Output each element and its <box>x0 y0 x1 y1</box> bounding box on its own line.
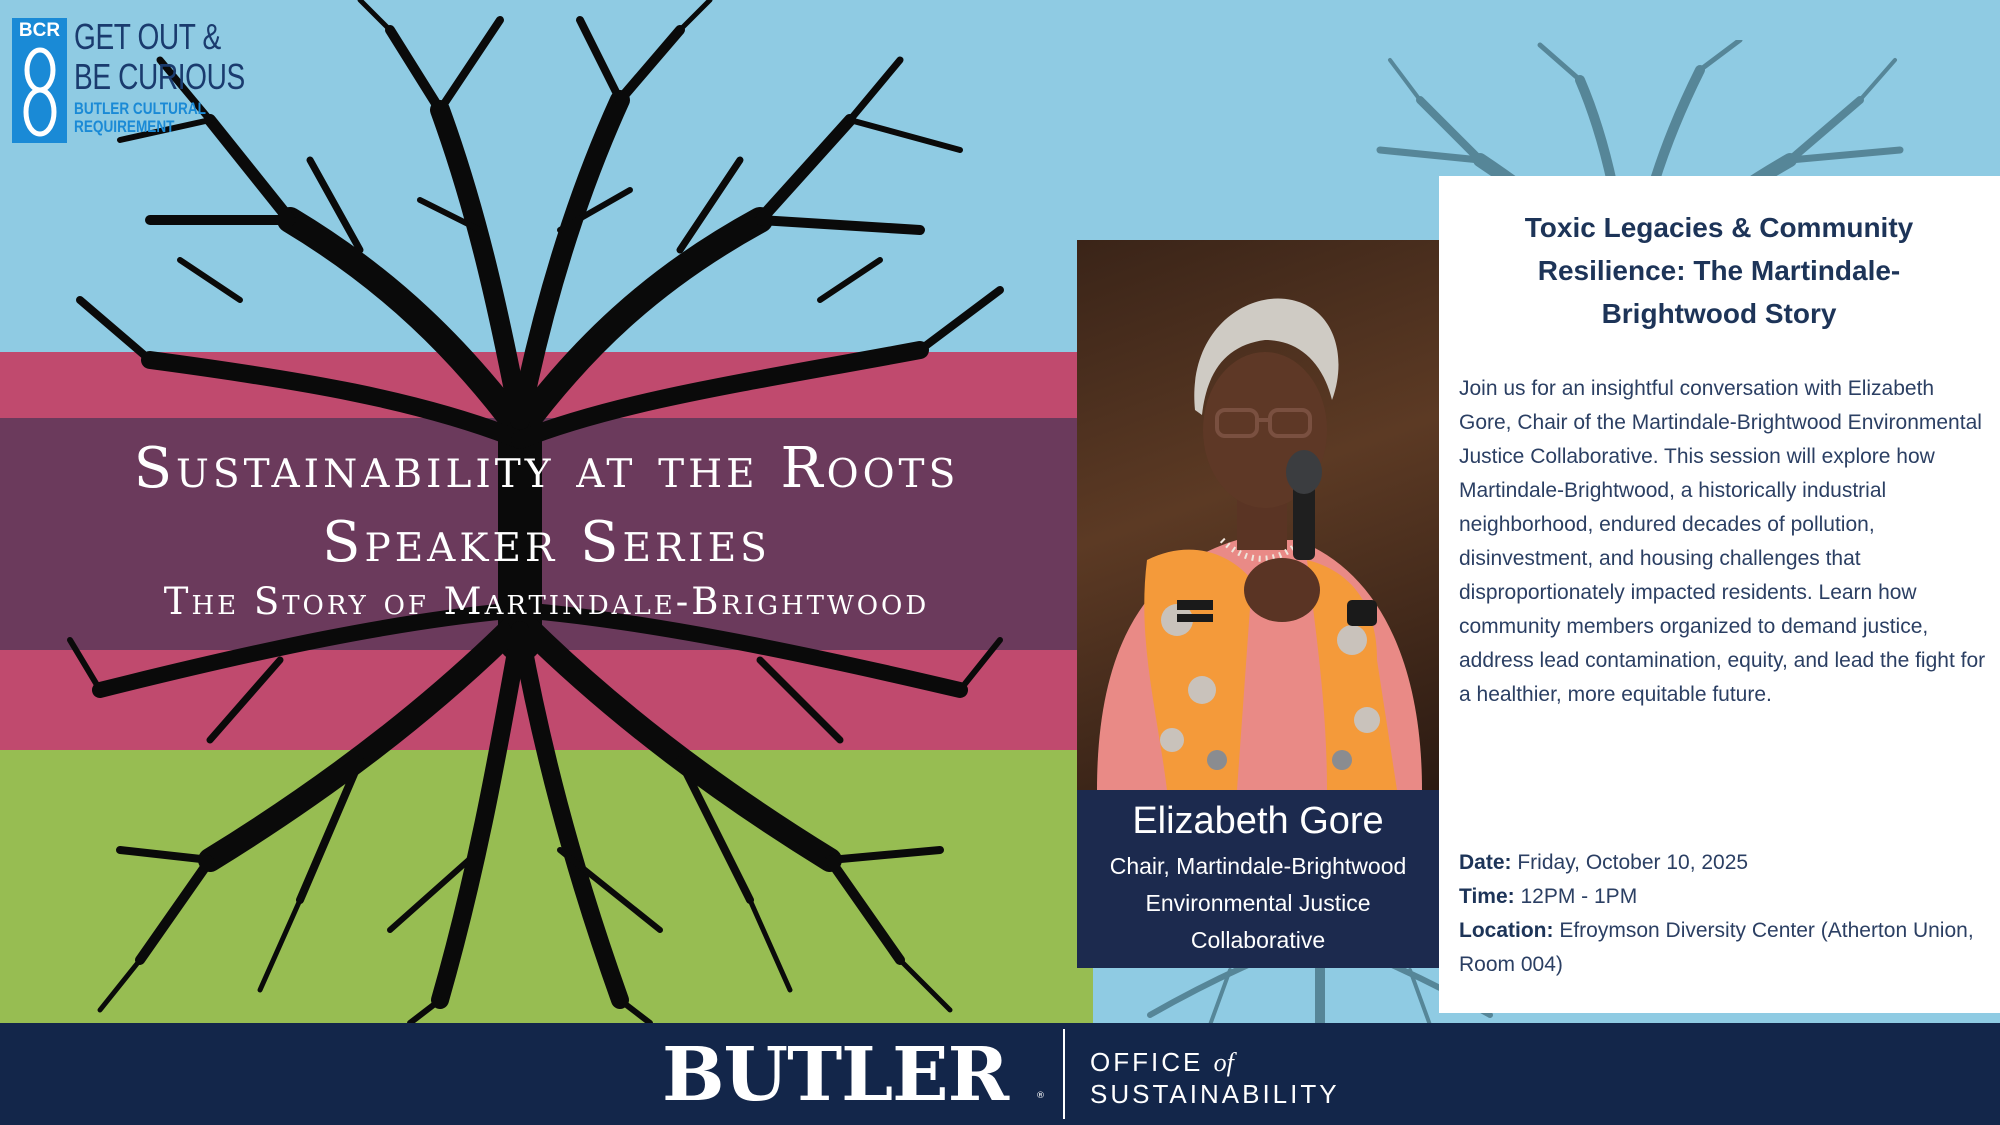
speaker-name: Elizabeth Gore <box>1132 800 1384 842</box>
logo-tagline-1: GET OUT & <box>74 16 221 57</box>
event-info-panel <box>1439 176 2000 1013</box>
series-subtitle: The Story of Martindale-Brightwood <box>163 580 930 623</box>
butler-wordmark: BUTLER <box>662 1032 1009 1118</box>
logo-tagline-2: BE CURIOUS <box>74 56 245 97</box>
location-label: Location: <box>1459 919 1554 942</box>
office-label <box>1090 1047 1234 1078</box>
event-time <box>1459 880 1989 914</box>
footer-divider <box>1063 1029 1065 1119</box>
bcr-badge <box>12 18 67 143</box>
footer-bar <box>0 1023 2000 1125</box>
location-value: Efroymson Diversity Center (Atherton Union, Room 004) <box>1459 919 1974 976</box>
figure-eight-icon <box>22 46 58 138</box>
office-word: OFFICE <box>1090 1047 1204 1077</box>
speaker-portrait <box>1077 240 1439 790</box>
speaker-photo <box>1077 240 1439 790</box>
speaker-role-line-1: Chair, Martindale-Brightwood <box>1109 853 1407 879</box>
date-value: Friday, October 10, 2025 <box>1517 851 1749 874</box>
speaker-role-line-2: Environmental Justice <box>1145 890 1371 916</box>
event-details <box>1459 846 1989 982</box>
event-date <box>1459 846 1989 880</box>
time-label: Time: <box>1459 885 1515 908</box>
bcr-badge-text: BCR <box>18 20 61 41</box>
time-value: 12PM - 1PM <box>1520 885 1638 908</box>
event-location <box>1459 914 1989 982</box>
registered-mark: ® <box>1036 1091 1045 1101</box>
logo-subtitle-1: BUTLER CULTURAL <box>74 99 206 118</box>
office-of: of <box>1213 1048 1234 1077</box>
speaker-role <box>1081 848 1435 959</box>
speaker-role-line-3: Collaborative <box>1190 927 1326 953</box>
event-description: Join us for an insightful conversation with Elizabeth Gore, Chair of the Martindale-Brightwood Environmental Justice Collaborative. This session will explore how Martindale-Brightwood, a historically industrial neighborhood, endured decades of pollution, disinvestment, and housing challenges that disproportionately impacted residents. Learn how community members organized to demand justice, address lead contamination, equity, and lead the fight for a healthier, more equitable future. <box>1459 377 1986 706</box>
event-title: Toxic Legacies & Community Resilience: The Martindale-Brightwood Story <box>1524 212 1914 329</box>
office-name: SUSTAINABILITY <box>1090 1079 1340 1109</box>
speaker-card <box>1077 790 1439 968</box>
series-title <box>0 432 1093 580</box>
series-title-line-1: Sustainability at the Roots <box>133 436 960 501</box>
logo-subtitle-2: REQUIREMENT <box>74 117 175 136</box>
series-title-line-2: Speaker Series <box>322 510 771 575</box>
date-label: Date: <box>1459 851 1512 874</box>
bcr-logo <box>12 16 245 146</box>
